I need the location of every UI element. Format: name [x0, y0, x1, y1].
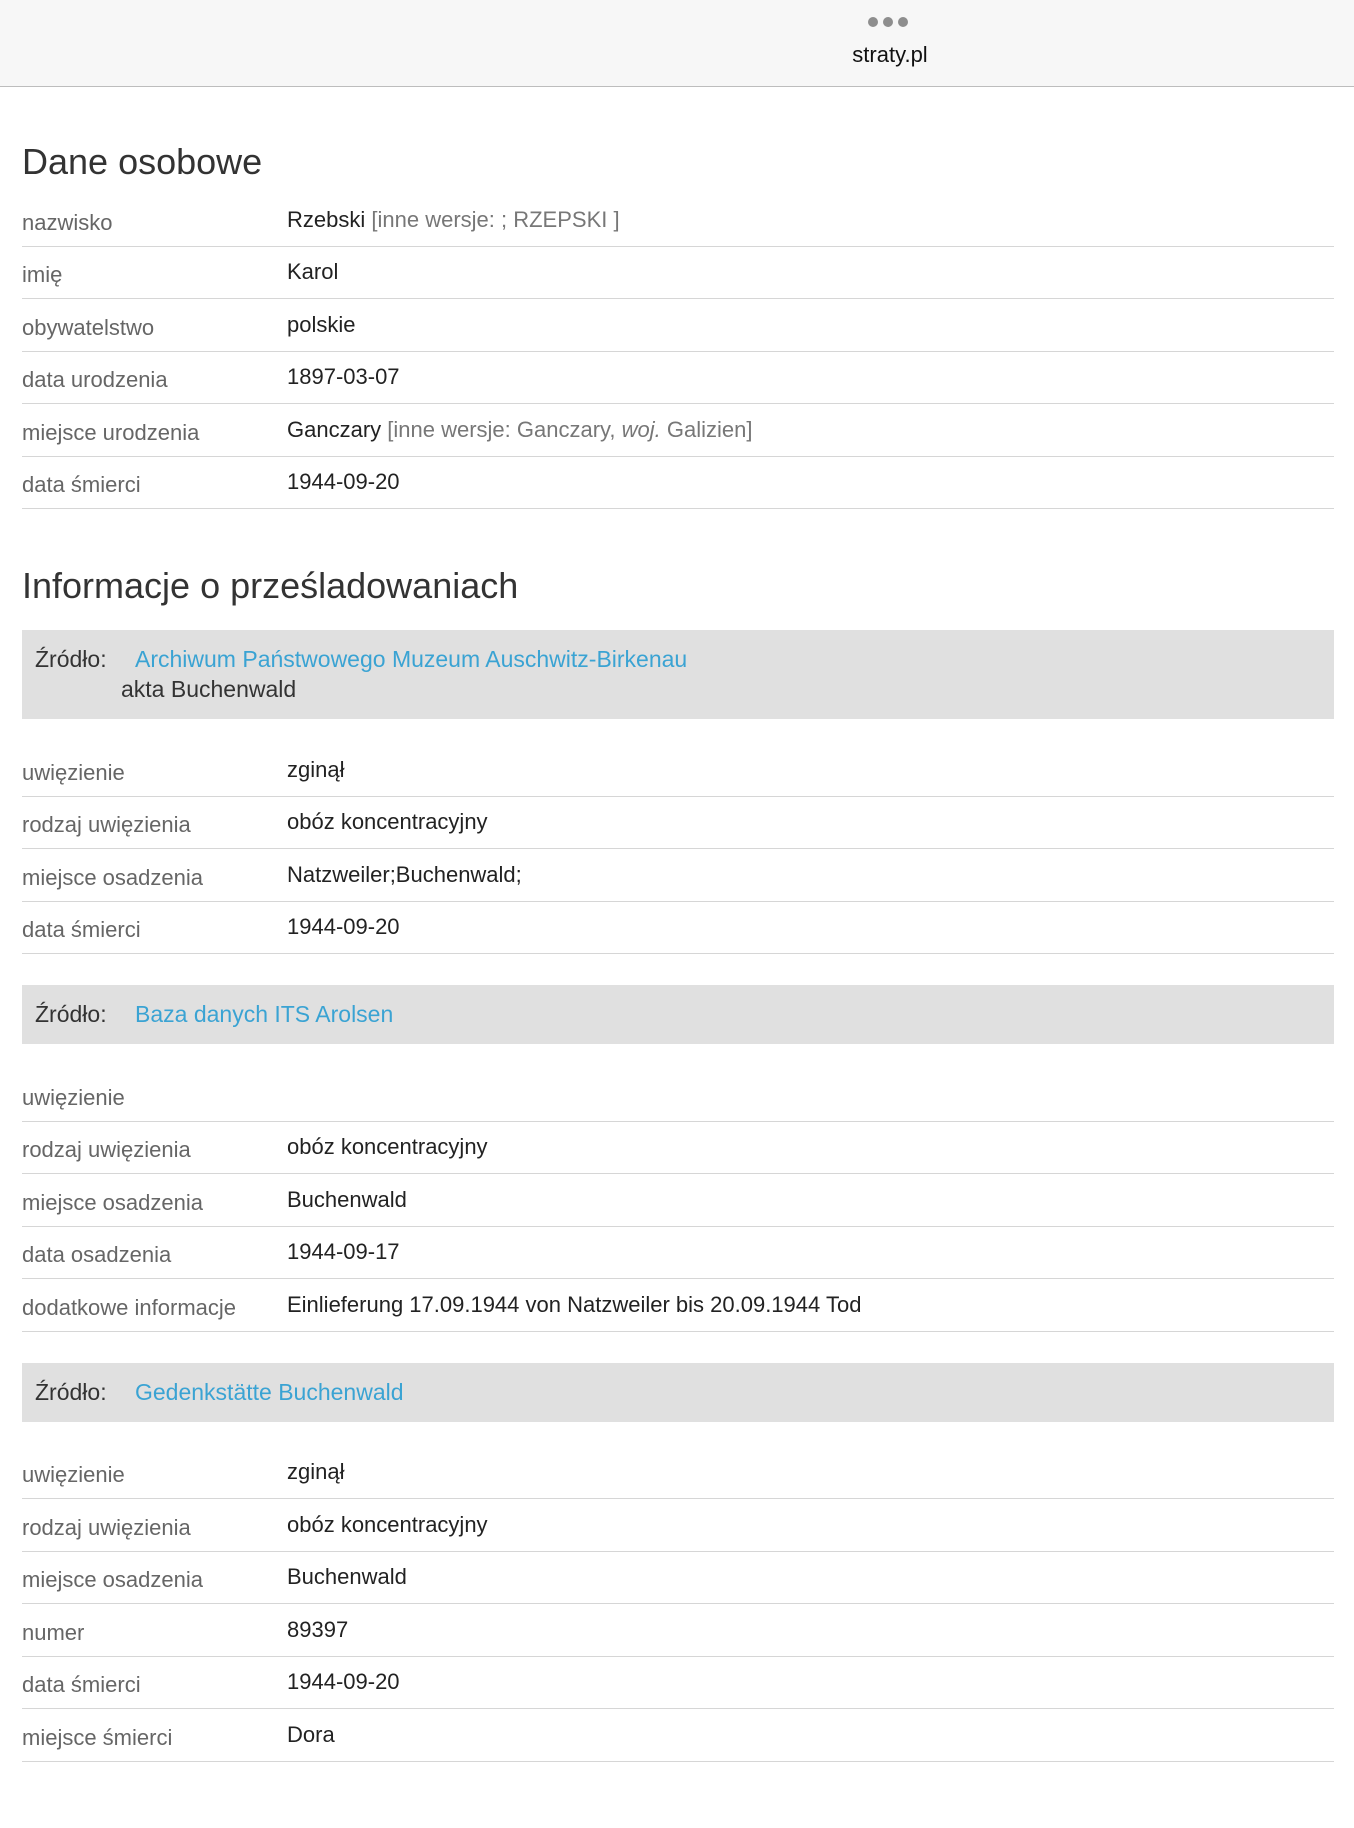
source-header: [22, 630, 1334, 719]
data-row: [22, 849, 1334, 902]
row-label: miejsce osadzenia: [22, 864, 203, 890]
surname-alt-versions: [inne wersje: ; RZEPSKI ]: [371, 206, 620, 232]
row-label: miejsce osadzenia: [22, 1567, 203, 1593]
row-value: Natzweiler;Buchenwald;: [287, 861, 522, 887]
row-value: zginął: [287, 1459, 345, 1485]
first-name-row: [22, 247, 1334, 300]
birth-place-row: [22, 404, 1334, 457]
row-label: uwięzienie: [22, 759, 125, 785]
data-row: [22, 902, 1334, 955]
row-value: Einlieferung 17.09.1944 von Natzweiler bis 20.09.1944 Tod: [287, 1291, 862, 1317]
alt-suffix: Galizien]: [666, 416, 753, 442]
surname-value: Rzebski: [287, 206, 366, 232]
row-label: rodzaj uwięzienia: [22, 1514, 191, 1540]
row-value: obóz koncentracyjny: [287, 1134, 488, 1160]
row-value: Buchenwald: [287, 1564, 407, 1590]
row-value: polskie: [287, 311, 356, 337]
source-header: [22, 1363, 1334, 1422]
page-content: [22, 87, 1334, 1762]
source-header: [22, 985, 1334, 1044]
birth-place-value: Ganczary: [287, 416, 382, 442]
data-row: [22, 1499, 1334, 1552]
row-label: data śmierci: [22, 472, 141, 498]
row-value: zginął: [287, 756, 345, 782]
source-label: Źródło:: [35, 646, 107, 672]
row-label: uwięzienie: [22, 1084, 125, 1110]
row-label: numer: [22, 1619, 85, 1645]
alt-woj: woj.: [621, 416, 661, 442]
row-label: data śmierci: [22, 917, 141, 943]
row-value: 1944-09-20: [287, 914, 400, 940]
persecution-title: Informacje o prześladowaniach: [22, 565, 519, 606]
row-label: rodzaj uwięzienia: [22, 1137, 191, 1163]
row-value: 89397: [287, 1616, 349, 1642]
data-row: [22, 797, 1334, 850]
row-label: miejsce urodzenia: [22, 419, 200, 445]
data-row: [22, 744, 1334, 797]
data-row: [22, 1227, 1334, 1280]
row-value: Buchenwald: [287, 1186, 407, 1212]
source-link[interactable]: Baza danych ITS Arolsen: [135, 1001, 394, 1027]
row-label: miejsce śmierci: [22, 1724, 173, 1750]
birth-place-alt-versions: [387, 417, 752, 442]
row-value: 1897-03-07: [287, 364, 400, 390]
citizenship-row: [22, 299, 1334, 352]
source-link[interactable]: Archiwum Państwowego Muzeum Auschwitz-Birkenau: [135, 646, 688, 672]
personal-data-title: Dane osobowe: [22, 141, 263, 182]
data-row: [22, 1604, 1334, 1657]
data-row: [22, 1279, 1334, 1332]
row-label: data śmierci: [22, 1672, 141, 1698]
source-label: Źródło:: [35, 1001, 107, 1027]
data-row: [22, 1447, 1334, 1500]
row-value: Karol: [287, 259, 339, 285]
row-label: imię: [22, 262, 63, 288]
data-row: [22, 1122, 1334, 1175]
data-row: [22, 1174, 1334, 1227]
more-options-icon[interactable]: [868, 17, 908, 27]
row-value: obóz koncentracyjny: [287, 1511, 488, 1537]
data-row: [22, 1657, 1334, 1710]
data-row: [22, 1709, 1334, 1762]
row-label: rodzaj uwięzienia: [22, 812, 191, 838]
alt-prefix: [inne wersje: Ganczary,: [387, 416, 616, 442]
row-value: 1944-09-20: [287, 1669, 400, 1695]
row-value: [287, 207, 1334, 233]
source-link[interactable]: Gedenkstätte Buchenwald: [135, 1378, 404, 1405]
address-domain[interactable]: straty.pl: [852, 42, 928, 67]
surname-row: [22, 194, 1334, 247]
row-value: 1944-09-20: [287, 469, 400, 495]
row-label: data osadzenia: [22, 1242, 172, 1268]
browser-top-bar: [0, 0, 1354, 87]
row-label: miejsce osadzenia: [22, 1189, 203, 1215]
row-label: uwięzienie: [22, 1462, 125, 1488]
row-value: [287, 417, 1334, 443]
data-row: [22, 1552, 1334, 1605]
row-value: 1944-09-17: [287, 1239, 400, 1265]
row-label: dodatkowe informacje: [22, 1294, 237, 1320]
row-value: obóz koncentracyjny: [287, 809, 488, 835]
data-row: [22, 1069, 1334, 1122]
death-date-row: [22, 457, 1334, 510]
row-value: Dora: [287, 1721, 335, 1747]
row-label: nazwisko: [22, 209, 113, 235]
row-label: obywatelstwo: [22, 314, 155, 340]
row-label: data urodzenia: [22, 367, 168, 393]
source-subtitle: akta Buchenwald: [121, 676, 297, 702]
source-label: Źródło:: [35, 1378, 107, 1405]
birth-date-row: [22, 352, 1334, 405]
